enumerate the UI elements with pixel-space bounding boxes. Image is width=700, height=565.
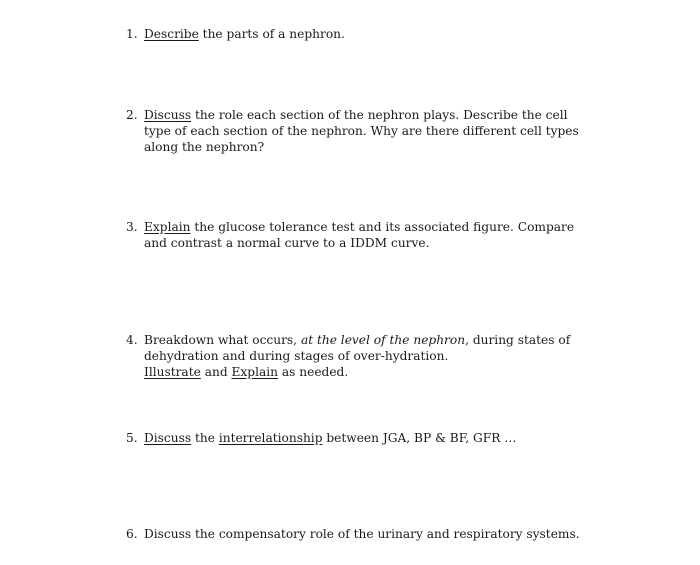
question-body-start: the xyxy=(191,431,219,445)
instruction-verb: Explain xyxy=(144,220,191,234)
question-text xyxy=(144,332,596,380)
question-1 xyxy=(126,26,596,42)
instruction-verb: Discuss xyxy=(144,108,192,122)
question-number: 3. xyxy=(126,220,138,234)
question-number: 6. xyxy=(126,527,138,541)
question-4 xyxy=(126,332,596,380)
emphasis-phrase: at the level of the nephron xyxy=(300,333,466,347)
question-body: the parts of a nephron. xyxy=(198,27,345,41)
question-body: the role each section of the nephron plays. Describe the cell type of each section of the nephron. Why are there different cell types along the nephron? xyxy=(144,108,579,154)
question-number: 4. xyxy=(126,333,138,347)
question-text xyxy=(144,26,596,42)
key-term: interrelationship xyxy=(218,431,323,445)
question-number: 2. xyxy=(126,108,138,122)
question-3 xyxy=(126,219,596,251)
question-body: the glucose tolerance test and its associated figure. Compare and contrast a normal curve to a IDDM curve. xyxy=(144,220,575,250)
instruction-verb: Describe xyxy=(144,27,199,41)
question-body-end: between JGA, BP & BF, GFR … xyxy=(322,431,517,445)
question-followup-line xyxy=(144,364,596,380)
question-body-end: , during states of dehydration and during stages of over-hydration. xyxy=(144,333,571,363)
question-number: 1. xyxy=(126,27,138,41)
conjunction: and xyxy=(200,365,232,379)
question-text xyxy=(144,430,596,446)
question-text xyxy=(144,219,596,251)
question-6 xyxy=(126,526,596,542)
question-body: Discuss the compensatory role of the urinary and respiratory systems. xyxy=(144,527,580,541)
question-body-start: Breakdown what occurs, xyxy=(144,333,301,347)
question-text xyxy=(144,107,596,155)
followup-end: as needed. xyxy=(277,365,349,379)
question-main-line xyxy=(144,332,596,364)
question-2 xyxy=(126,107,596,155)
question-number: 5. xyxy=(126,431,138,445)
question-text xyxy=(144,526,596,542)
question-5 xyxy=(126,430,596,446)
instruction-verb-illustrate: Illustrate xyxy=(144,365,201,379)
instruction-verb-explain: Explain xyxy=(231,365,278,379)
instruction-verb: Discuss xyxy=(144,431,192,445)
